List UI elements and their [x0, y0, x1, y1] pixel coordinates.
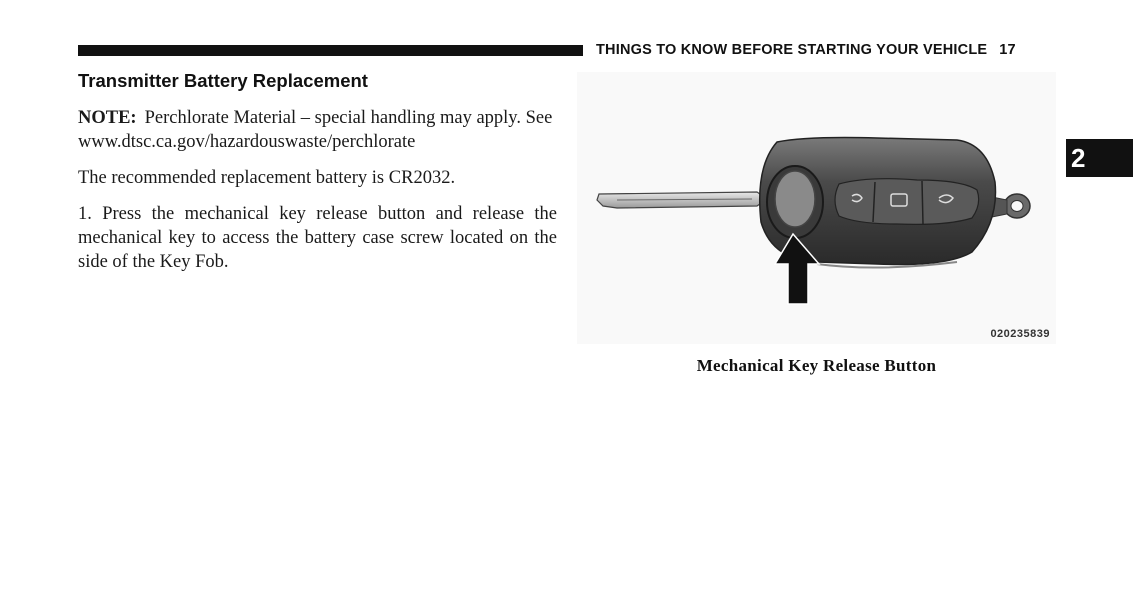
page-number: 17 [999, 42, 1016, 58]
running-header [596, 42, 1016, 58]
chapter-tab: 2 [1066, 139, 1133, 177]
header-title: THINGS TO KNOW BEFORE STARTING YOUR VEHICLE [596, 42, 988, 58]
fob-buttons [835, 179, 979, 225]
step-1-paragraph: 1. Press the mechanical key release button and release the mechanical key to access the battery case screw located on the side of the Key Fob. [78, 204, 557, 272]
note-text: Perchlorate Material – special handling may apply. See www.dtsc.ca.gov/hazardouswaste/perchlorate [78, 108, 553, 152]
key-blade [597, 192, 767, 208]
header-rule [78, 45, 583, 56]
note-paragraph [78, 106, 557, 154]
battery-paragraph: The recommended replacement battery is CR2032. [78, 168, 456, 188]
key-fob-figure [577, 72, 1056, 344]
note-label: NOTE: [78, 108, 137, 128]
figure-caption: Mechanical Key Release Button [696, 356, 937, 375]
key-fob-illustration [577, 72, 1056, 344]
figure-code: 020235839 [990, 328, 1050, 340]
section-title: Transmitter Battery Replacement [78, 70, 368, 91]
release-button [767, 166, 823, 238]
